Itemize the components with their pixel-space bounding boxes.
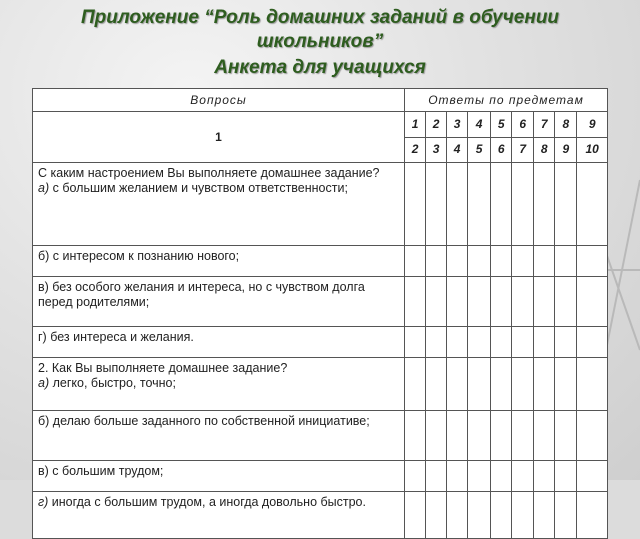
option-letter: а) <box>38 376 50 390</box>
answer-cell[interactable] <box>577 327 608 358</box>
answer-cell[interactable] <box>512 461 534 492</box>
answer-cell[interactable] <box>405 327 426 358</box>
answer-cell[interactable] <box>555 246 577 277</box>
answer-cell[interactable] <box>468 411 491 461</box>
answer-cell[interactable] <box>405 492 426 539</box>
question-row <box>33 492 608 539</box>
option-text: легко, быстро, точно; <box>49 376 176 390</box>
question-cell <box>33 277 405 327</box>
answer-cell[interactable] <box>491 163 512 246</box>
answer-cell[interactable] <box>512 411 534 461</box>
question-row <box>33 411 608 461</box>
num-bottom: 2 <box>405 137 426 163</box>
question-text: С каким настроением Вы выполняете домашнее задание? <box>38 166 380 180</box>
answer-cell[interactable] <box>426 461 447 492</box>
answer-cell[interactable] <box>555 411 577 461</box>
answer-cell[interactable] <box>555 358 577 411</box>
answer-cell[interactable] <box>534 246 555 277</box>
answer-cell[interactable] <box>577 358 608 411</box>
answer-cell[interactable] <box>447 246 468 277</box>
num-top: 5 <box>491 112 512 138</box>
answer-cell[interactable] <box>447 327 468 358</box>
answer-cell[interactable] <box>426 327 447 358</box>
num-bottom: 9 <box>555 137 577 163</box>
question-cell <box>33 492 405 539</box>
option-text: б) делаю больше заданного по собственной инициативе; <box>38 414 370 428</box>
option-text: в) с большим трудом; <box>38 464 164 478</box>
option-text: с большим желанием и чувством ответственности; <box>49 181 348 195</box>
question-cell <box>33 358 405 411</box>
answer-cell[interactable] <box>405 358 426 411</box>
num-bottom: 7 <box>512 137 534 163</box>
num-bottom: 8 <box>534 137 555 163</box>
answer-cell[interactable] <box>577 246 608 277</box>
answer-cell[interactable] <box>405 411 426 461</box>
answer-cell[interactable] <box>577 461 608 492</box>
question-cell <box>33 163 405 246</box>
answer-cell[interactable] <box>426 358 447 411</box>
question-row <box>33 327 608 358</box>
answer-cell[interactable] <box>491 327 512 358</box>
answer-cell[interactable] <box>405 277 426 327</box>
answer-cell[interactable] <box>534 327 555 358</box>
answer-cell[interactable] <box>555 277 577 327</box>
answer-cell[interactable] <box>426 492 447 539</box>
answer-cell[interactable] <box>577 277 608 327</box>
questions-header: Вопросы <box>33 89 405 112</box>
answer-cell[interactable] <box>468 327 491 358</box>
numbers-row-top <box>33 112 608 138</box>
num-bottom: 5 <box>468 137 491 163</box>
question-row <box>33 246 608 277</box>
answer-cell[interactable] <box>447 163 468 246</box>
answers-header: Ответы по предметам <box>405 89 608 112</box>
answer-cell[interactable] <box>491 246 512 277</box>
questions-body <box>33 163 608 539</box>
option-text: г) без интереса и желания. <box>38 330 194 344</box>
answer-cell[interactable] <box>534 277 555 327</box>
answer-cell[interactable] <box>512 327 534 358</box>
option-text: иногда с большим трудом, а иногда довольно быстро. <box>48 495 366 509</box>
num-top: 3 <box>447 112 468 138</box>
option-text: б) с интересом к познанию нового; <box>38 249 240 263</box>
answer-cell[interactable] <box>447 277 468 327</box>
question-row <box>33 358 608 411</box>
answer-cell[interactable] <box>577 492 608 539</box>
title-line-1: Приложение “Роль домашних заданий в обучении <box>80 7 560 28</box>
answer-cell[interactable] <box>534 163 555 246</box>
option-letter: г) <box>38 495 49 509</box>
answer-cell[interactable] <box>491 411 512 461</box>
answer-cell[interactable] <box>468 492 491 539</box>
question-text: 2. Как Вы выполняете домашнее задание? <box>38 361 288 375</box>
answer-cell[interactable] <box>512 246 534 277</box>
answer-cell[interactable] <box>468 461 491 492</box>
question-cell <box>33 461 405 492</box>
questionnaire-table <box>32 88 608 539</box>
answer-cell[interactable] <box>534 461 555 492</box>
num-top: 2 <box>426 112 447 138</box>
answer-cell[interactable] <box>512 163 534 246</box>
answer-cell[interactable] <box>447 461 468 492</box>
slide-title <box>0 6 640 80</box>
num-bottom: 6 <box>491 137 512 163</box>
answer-cell[interactable] <box>468 163 491 246</box>
num-bottom: 3 <box>426 137 447 163</box>
num-top: 7 <box>534 112 555 138</box>
answer-cell[interactable] <box>512 277 534 327</box>
num-bottom: 10 <box>577 137 608 163</box>
question-row <box>33 277 608 327</box>
answer-cell[interactable] <box>534 411 555 461</box>
num-top: 4 <box>468 112 491 138</box>
question-cell <box>33 327 405 358</box>
num-bottom: 4 <box>447 137 468 163</box>
answer-cell[interactable] <box>405 246 426 277</box>
row-number-cell: 1 <box>33 112 405 163</box>
answer-cell[interactable] <box>447 411 468 461</box>
option-text: в) без особого желания и интереса, но с чувством долга перед родителями; <box>38 280 365 309</box>
answer-cell[interactable] <box>491 492 512 539</box>
answer-cell[interactable] <box>468 277 491 327</box>
answer-cell[interactable] <box>555 327 577 358</box>
answer-cell[interactable] <box>534 492 555 539</box>
answer-cell[interactable] <box>405 461 426 492</box>
answer-cell[interactable] <box>577 411 608 461</box>
answer-cell[interactable] <box>447 492 468 539</box>
answer-cell[interactable] <box>555 163 577 246</box>
answer-cell[interactable] <box>468 246 491 277</box>
answer-cell[interactable] <box>491 461 512 492</box>
answer-cell[interactable] <box>491 277 512 327</box>
answer-cell[interactable] <box>405 163 426 246</box>
num-top: 9 <box>577 112 608 138</box>
answer-cell[interactable] <box>555 492 577 539</box>
title-line-2: школьников” <box>256 31 384 52</box>
answer-cell[interactable] <box>512 492 534 539</box>
answer-cell[interactable] <box>447 358 468 411</box>
answer-cell[interactable] <box>555 461 577 492</box>
option-letter: а) <box>38 181 50 195</box>
num-top: 8 <box>555 112 577 138</box>
answer-cell[interactable] <box>426 411 447 461</box>
answer-cell[interactable] <box>491 358 512 411</box>
answer-cell[interactable] <box>577 163 608 246</box>
num-top: 6 <box>512 112 534 138</box>
question-row <box>33 163 608 246</box>
question-cell <box>33 246 405 277</box>
answer-cell[interactable] <box>468 358 491 411</box>
title-line-3: Анкета для учащихся <box>214 57 426 78</box>
question-cell <box>33 411 405 461</box>
answer-cell[interactable] <box>426 163 447 246</box>
answer-cell[interactable] <box>512 358 534 411</box>
header-row <box>33 89 608 112</box>
num-top: 1 <box>405 112 426 138</box>
question-row <box>33 461 608 492</box>
answer-cell[interactable] <box>534 358 555 411</box>
answer-cell[interactable] <box>426 277 447 327</box>
answer-cell[interactable] <box>426 246 447 277</box>
